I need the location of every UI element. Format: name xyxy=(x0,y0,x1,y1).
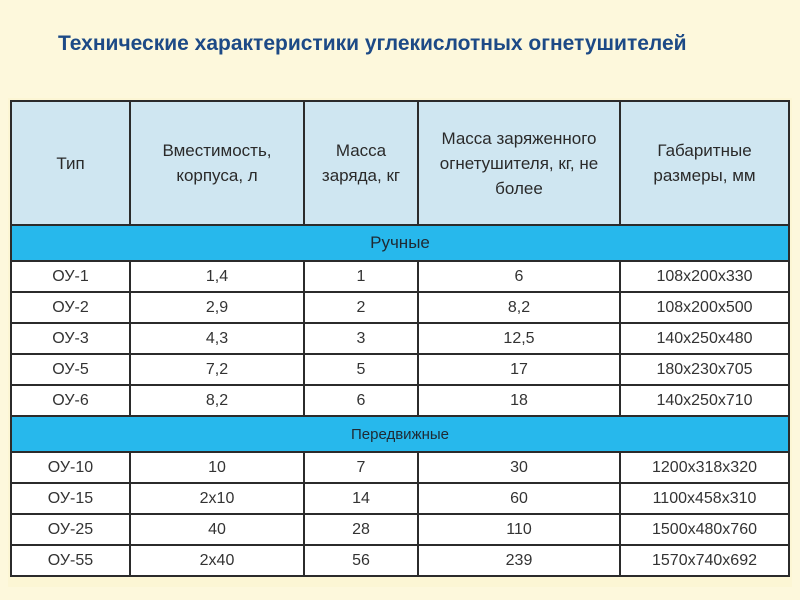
cell-charged-mass: 110 xyxy=(418,514,620,545)
table-row xyxy=(11,261,789,292)
cell-charged-mass: 30 xyxy=(418,452,620,483)
table-row xyxy=(11,354,789,385)
cell-dimensions: 1100x458x310 xyxy=(620,483,789,514)
cell-capacity: 2x10 xyxy=(130,483,304,514)
cell-type: ОУ-15 xyxy=(11,483,130,514)
header-capacity: Вместимость, корпуса, л xyxy=(130,101,304,225)
table-row xyxy=(11,385,789,416)
cell-type: ОУ-25 xyxy=(11,514,130,545)
cell-capacity: 1,4 xyxy=(130,261,304,292)
cell-charged-mass: 6 xyxy=(418,261,620,292)
cell-charged-mass: 17 xyxy=(418,354,620,385)
cell-charge-mass: 6 xyxy=(304,385,418,416)
cell-charge-mass: 5 xyxy=(304,354,418,385)
table-row xyxy=(11,292,789,323)
cell-charged-mass: 60 xyxy=(418,483,620,514)
cell-dimensions: 140x250x480 xyxy=(620,323,789,354)
table-row xyxy=(11,323,789,354)
table-row xyxy=(11,452,789,483)
cell-capacity: 10 xyxy=(130,452,304,483)
cell-charged-mass: 239 xyxy=(418,545,620,576)
cell-dimensions: 1500x480x760 xyxy=(620,514,789,545)
cell-charge-mass: 7 xyxy=(304,452,418,483)
table-row xyxy=(11,483,789,514)
cell-dimensions: 140x250x710 xyxy=(620,385,789,416)
cell-type: ОУ-10 xyxy=(11,452,130,483)
group-row xyxy=(11,225,789,261)
cell-capacity: 4,3 xyxy=(130,323,304,354)
table-row xyxy=(11,545,789,576)
group-label: Передвижные xyxy=(11,416,789,452)
cell-charge-mass: 14 xyxy=(304,483,418,514)
cell-charged-mass: 8,2 xyxy=(418,292,620,323)
cell-dimensions: 1570x740x692 xyxy=(620,545,789,576)
cell-capacity: 2x40 xyxy=(130,545,304,576)
cell-capacity: 40 xyxy=(130,514,304,545)
cell-charge-mass: 56 xyxy=(304,545,418,576)
cell-dimensions: 180x230x705 xyxy=(620,354,789,385)
cell-charge-mass: 2 xyxy=(304,292,418,323)
header-dimensions: Габаритные размеры, мм xyxy=(620,101,789,225)
extinguisher-specs-table xyxy=(10,100,790,577)
table-header-row xyxy=(11,101,789,225)
cell-type: ОУ-55 xyxy=(11,545,130,576)
cell-capacity: 8,2 xyxy=(130,385,304,416)
cell-type: ОУ-2 xyxy=(11,292,130,323)
cell-type: ОУ-3 xyxy=(11,323,130,354)
header-charged-mass: Масса заряженного огнетушителя, кг, не более xyxy=(418,101,620,225)
cell-charged-mass: 18 xyxy=(418,385,620,416)
cell-charge-mass: 3 xyxy=(304,323,418,354)
cell-dimensions: 1200x318x320 xyxy=(620,452,789,483)
cell-dimensions: 108x200x330 xyxy=(620,261,789,292)
cell-capacity: 2,9 xyxy=(130,292,304,323)
cell-type: ОУ-1 xyxy=(11,261,130,292)
page-title: Технические характеристики углекислотных огнетушителей xyxy=(58,32,687,55)
cell-charge-mass: 28 xyxy=(304,514,418,545)
cell-dimensions: 108x200x500 xyxy=(620,292,789,323)
group-label: Ручные xyxy=(11,225,789,261)
group-row xyxy=(11,416,789,452)
table-row xyxy=(11,514,789,545)
cell-capacity: 7,2 xyxy=(130,354,304,385)
header-type: Тип xyxy=(11,101,130,225)
cell-charge-mass: 1 xyxy=(304,261,418,292)
cell-type: ОУ-5 xyxy=(11,354,130,385)
cell-charged-mass: 12,5 xyxy=(418,323,620,354)
header-charge-mass: Масса заряда, кг xyxy=(304,101,418,225)
cell-type: ОУ-6 xyxy=(11,385,130,416)
